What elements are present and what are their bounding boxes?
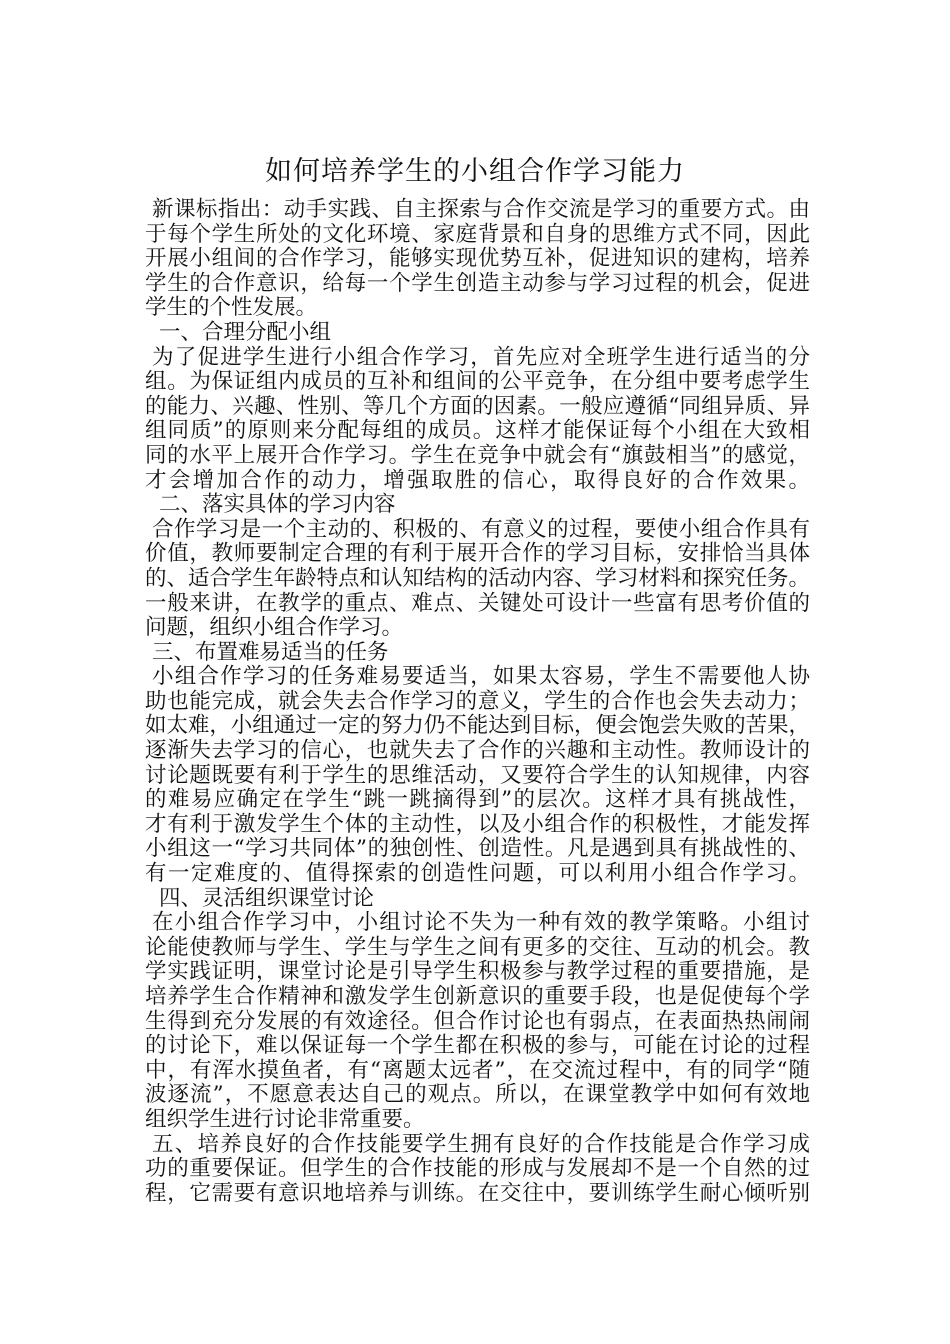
text-line: 的难易应确定在学生“跳一跳摘得到”的层次。这样才具有挑战性， (145, 787, 812, 813)
text-line: 功的重要保证。但学生的合作技能的形成与发展却不是一个自然的过 (145, 1156, 811, 1182)
text-line: 学实践证明，课堂讨论是引导学生积极参与教学过程的重要措施，是 (145, 959, 811, 985)
text-line: 一般来讲，在教学的重点、难点、关键处可设计一些富有思考价值的 (145, 590, 811, 616)
text-line: 程，它需要有意识地培养与训练。在交往中，要训练学生耐心倾听别 (145, 1180, 811, 1206)
text-line: 波逐流”，不愿意表达自己的观点。所以，在课堂教学中如何有效地 (145, 1082, 812, 1108)
text-line: 中，有浑水摸鱼者，有“离题太远者”，在交流过程中，有的同学“随 (145, 1057, 812, 1083)
text-line: 价值，教师要制定合理的有利于展开合作的学习目标，安排恰当具体 (145, 541, 811, 567)
text-line: 同的水平上展开合作学习。学生在竞争中就会有“旗鼓相当”的感觉， (145, 442, 811, 468)
text-line: 组织学生进行讨论非常重要。 (145, 1106, 425, 1132)
text-line: 的、适合学生年龄特点和认知结构的活动内容、学习材料和探究任务。 (145, 565, 810, 591)
text-line: 组。为保证组内成员的互补和组间的公平竞争，在分组中要考虑学生 (145, 369, 811, 395)
text-line: 论能使教师与学生、学生与学生之间有更多的交往、互动的机会。教 (145, 934, 811, 960)
document-title: 如何培养学生的小组合作学习能力 (265, 156, 685, 187)
text-line: 于每个学生所处的文化环境、家庭背景和自身的思维方式不同，因此 (145, 221, 811, 247)
text-line: 为了促进学生进行小组合作学习，首先应对全班学生进行适当的分 (152, 344, 812, 370)
text-line: 才会增加合作的动力，增强取胜的信心，取得良好的合作效果。 (145, 467, 813, 493)
text-line: 小组这一“学习共同体”的独创性、创造性。凡是遇到具有挑战性的、 (145, 836, 811, 862)
text-line: 二、落实具体的学习内容 (159, 492, 396, 518)
text-line: 合作学习是一个主动的、积极的、有意义的过程，要使小组合作具有 (152, 516, 811, 542)
text-line: 讨论题既要有利于学生的思维活动，又要符合学生的认知规律，内容 (145, 762, 811, 788)
text-line: 新课标指出：动手实践、自主探索与合作交流是学习的重要方式。由 (152, 197, 811, 222)
text-line: 在小组合作学习中，小组讨论不失为一种有效的教学策略。小组讨 (152, 910, 812, 936)
text-line: 才有利于激发学生个体的主动性，以及小组合作的积极性，才能发挥 (145, 811, 811, 837)
text-line: 问题，组织小组合作学习。 (145, 615, 404, 641)
text-line: 如太难，小组通过一定的努力仍不能达到目标，便会饱尝失败的苦果， (145, 713, 810, 739)
text-line: 学生的个性发展。 (145, 295, 318, 321)
text-line: 学生的合作意识，给每一个学生创造主动参与学习过程的机会，促进 (145, 270, 811, 296)
text-line: 助也能完成，就会失去合作学习的意义，学生的合作也会失去动力； (145, 688, 811, 714)
text-line: 三、布置难易适当的任务 (152, 639, 389, 665)
text-line: 生得到充分发展的有效途径。但合作讨论也有弱点，在表面热热闹闹 (145, 1008, 811, 1034)
text-line: 的能力、兴趣、性别、等几个方面的因素。一般应遵循“同组异质、异 (145, 393, 811, 419)
document-body (145, 197, 813, 1206)
text-line: 逐渐失去学习的信心，也就失去了合作的兴趣和主动性。教师设计的 (145, 738, 811, 764)
text-line: 培养学生合作精神和激发学生创新意识的重要手段，也是促使每个学 (145, 984, 811, 1009)
text-line: 组同质”的原则来分配每组的成员。这样才能保证每个小组在大致相 (145, 418, 812, 444)
text-line: 四、灵活组织课堂讨论 (159, 885, 375, 911)
text-line: 开展小组间的合作学习，能够实现优势互补，促进知识的建构，培养 (145, 246, 811, 272)
text-line: 有一定难度的、值得探索的创造性问题，可以利用小组合作学习。 (145, 861, 812, 887)
text-line: 的讨论下，难以保证每一个学生都在积极的参与，可能在讨论的过程 (145, 1033, 811, 1059)
text-line: 五、培养良好的合作技能要学生拥有良好的合作技能是合作学习成 (152, 1131, 812, 1157)
text-line: 小组合作学习的任务难易要适当，如果太容易，学生不需要他人协 (152, 664, 812, 690)
text-line: 一、合理分配小组 (159, 319, 332, 345)
